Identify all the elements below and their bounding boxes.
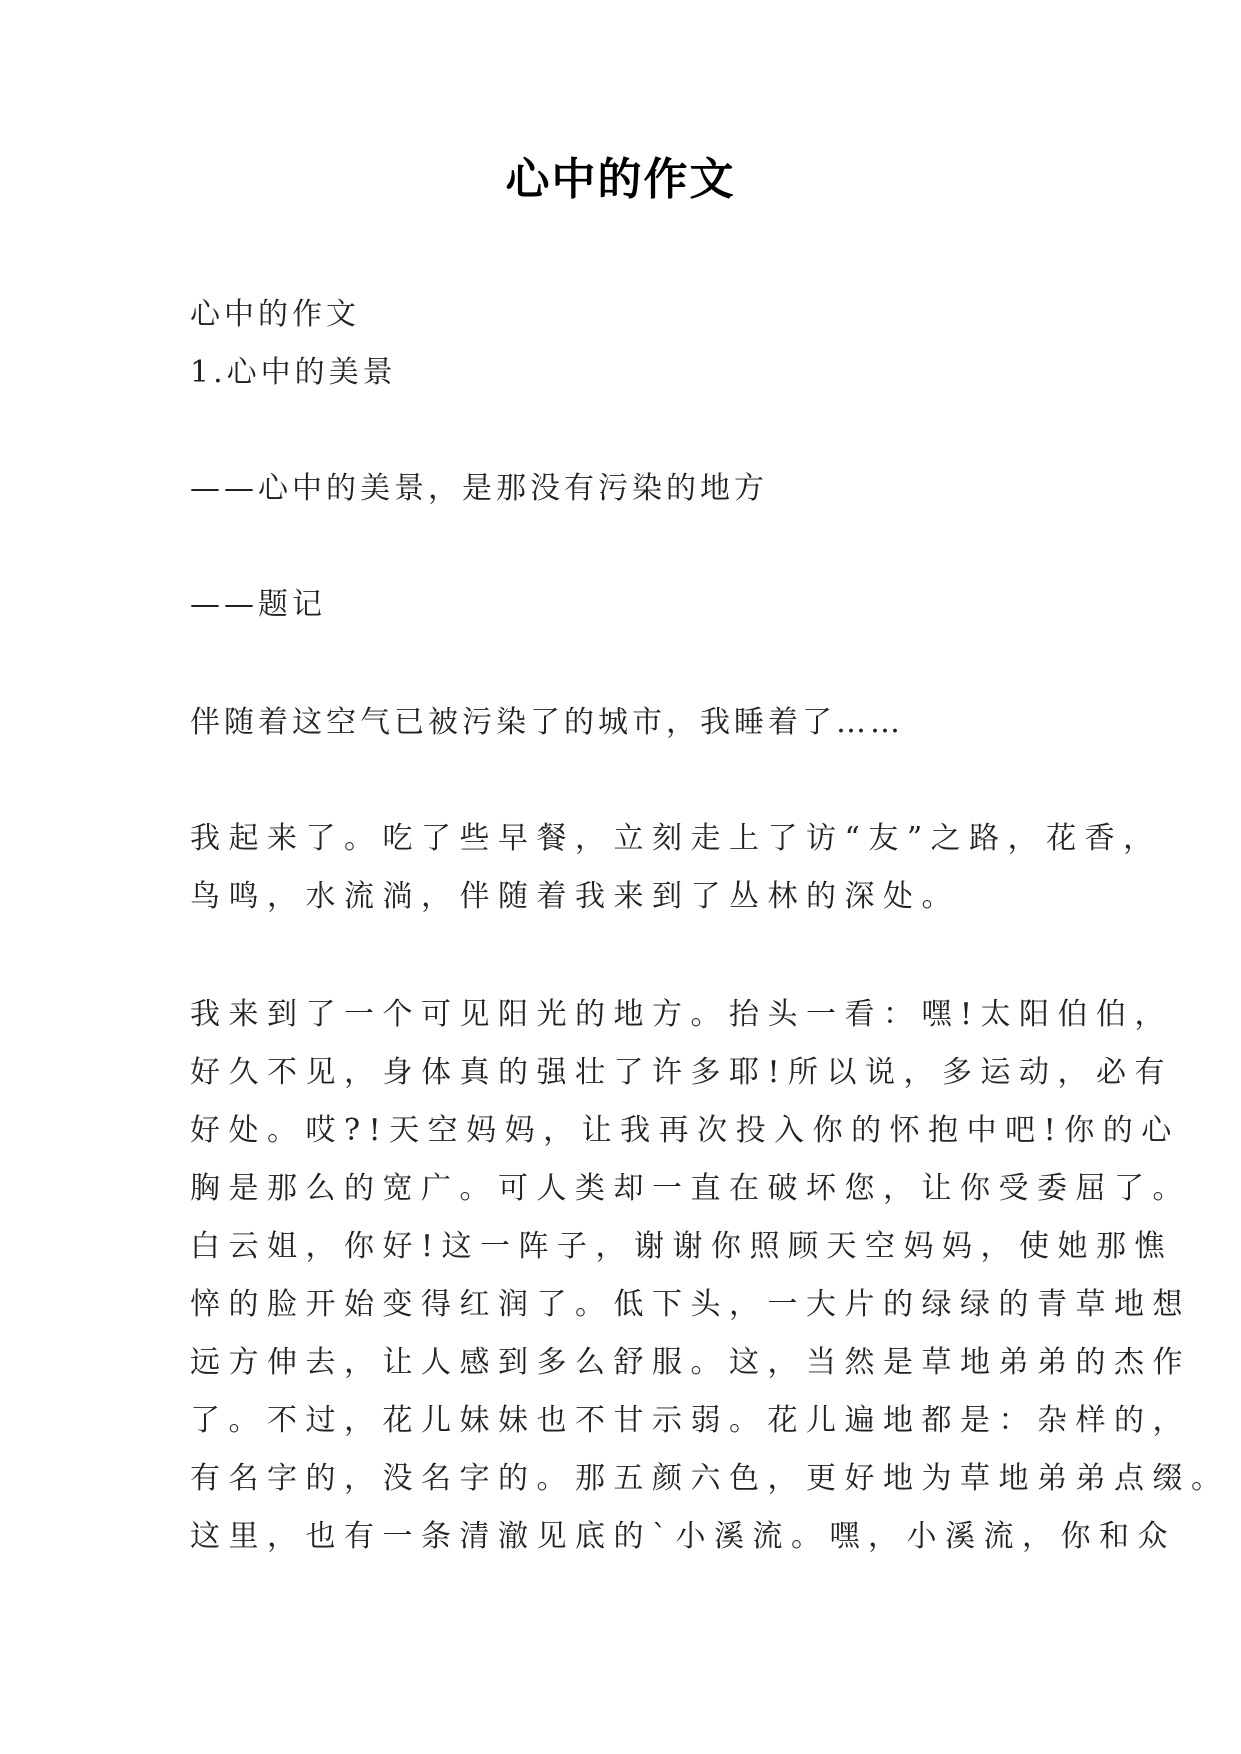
paragraph-line: 悴的脸开始变得红润了。低下头，一大片的绿绿的青草地想	[190, 1287, 1191, 1322]
paragraph-line: 我起来了。吃了些早餐，立刻走上了访“友”之路，花香，	[190, 821, 1162, 856]
section-heading: 1.心中的美景	[190, 355, 397, 390]
paragraph-line: 伴随着这空气已被污染了的城市，我睡着了……	[190, 705, 904, 740]
paragraph-line: 远方伸去，让人感到多么舒服。这，当然是草地弟弟的杰作	[190, 1345, 1191, 1380]
essay-subtitle: 心中的作文	[190, 297, 360, 332]
paragraph-line: 有名字的，没名字的。那五颜六色，更好地为草地弟弟点缀。	[190, 1461, 1230, 1496]
paragraph-line: 胸是那么的宽广。可人类却一直在破坏您，让你受委屈了。	[190, 1171, 1191, 1206]
paragraph-line: 我来到了一个可见阳光的地方。抬头一看：嘿!太阳伯伯，	[190, 997, 1174, 1032]
paragraph-line: 好久不见，身体真的强壮了许多耶!所以说，多运动，必有	[190, 1055, 1174, 1090]
epigraph-source: ——题记	[190, 587, 326, 622]
paragraph-line: 好处。哎?!天空妈妈，让我再次投入你的怀抱中吧!你的心	[190, 1113, 1180, 1148]
paragraph-line: 这里，也有一条清澈见底的`小溪流。嘿，小溪流，你和众	[190, 1519, 1176, 1554]
paragraph-line: 了。不过，花儿妹妹也不甘示弱。花儿遍地都是：杂样的，	[190, 1403, 1191, 1438]
epigraph: ——心中的美景，是那没有污染的地方	[190, 471, 768, 506]
paragraph-line: 白云姐，你好!这一阵子，谢谢你照顾天空妈妈，使她那憔	[190, 1229, 1174, 1264]
document-title: 心中的作文	[505, 154, 736, 205]
paragraph-line: 鸟鸣，水流淌，伴随着我来到了丛林的深处。	[190, 879, 960, 914]
